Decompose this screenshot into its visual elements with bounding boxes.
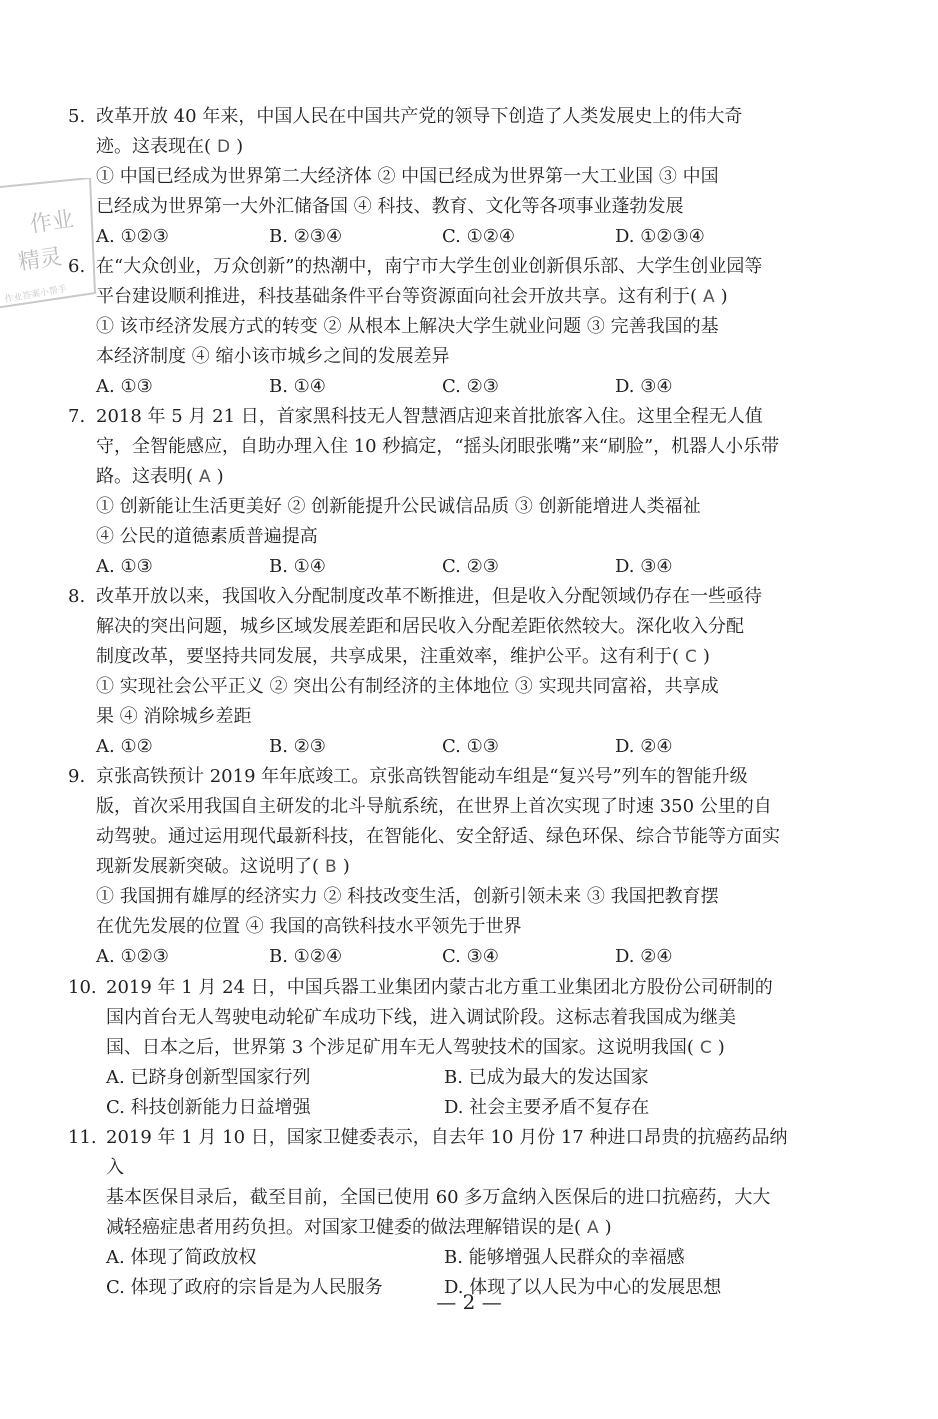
statement-line: ① 中国已经成为世界第二大经济体 ② 中国已经成为世界第一大工业国 ③ 中国 xyxy=(96,166,719,187)
stem-line: 在“大众创业，万众创新”的热潮中，南宁市大学生创业创新俱乐部、大学生创业园等 xyxy=(96,256,763,277)
option-d: D. ①②③④ xyxy=(615,226,705,247)
option-d: D. 社会主要矛盾不复存在 xyxy=(444,1097,650,1118)
stem-line: 京张高铁预计 2019 年年底竣工。京张高铁智能动车组是“复兴号”列车的智能升级 xyxy=(96,766,748,787)
option-d: D. 体现了以人民为中心的发展思想 xyxy=(444,1277,722,1298)
stem-line: 2019 年 1 月 10 日，国家卫健委表示，自去年 10 月份 17 种进口昂贵的抗癌药品纳入 xyxy=(106,1127,788,1178)
question-number: 6. xyxy=(68,256,86,277)
answer-mark: C xyxy=(699,1038,712,1058)
page-number: — 2 — xyxy=(436,1290,502,1314)
option-b: B. ②③ xyxy=(269,736,326,757)
option-a: A. ①②③ xyxy=(96,226,169,247)
bracket-close: ) xyxy=(216,466,224,487)
stem-line: 迹。这表现在( xyxy=(96,136,212,157)
option-b: B. ①④ xyxy=(269,556,326,577)
option-d: D. ③④ xyxy=(615,556,673,577)
option-c: C. 体现了政府的宗旨是为人民服务 xyxy=(106,1277,383,1298)
option-c: C. ①③ xyxy=(442,736,499,757)
options-row xyxy=(68,372,803,402)
question-10 xyxy=(68,973,803,1123)
question-number: 8. xyxy=(68,586,86,607)
option-d: D. ②④ xyxy=(615,946,673,967)
answer-mark: C xyxy=(685,647,697,667)
answer-mark: A xyxy=(703,287,715,307)
options-row xyxy=(68,942,803,972)
question-8 xyxy=(68,582,803,762)
stem-line: 现新发展新突破。这说明了( xyxy=(96,856,320,877)
statement-line: 果 ④ 消除城乡差距 xyxy=(96,706,252,727)
option-b: B. 能够增强人民群众的幸福感 xyxy=(444,1247,685,1268)
bracket-close: ) xyxy=(604,1217,612,1238)
option-b: B. 已成为最大的发达国家 xyxy=(444,1067,649,1088)
question-number: 5. xyxy=(68,106,86,127)
bracket-close: ) xyxy=(717,1037,725,1058)
options-row xyxy=(68,732,803,762)
stem-line: 改革开放以来，我国收入分配制度改革不断推进，但是收入分配领域仍存在一些亟待 xyxy=(96,586,762,607)
option-b: B. ①②④ xyxy=(269,946,343,967)
statement-line: ④ 公民的道德素质普遍提高 xyxy=(96,526,318,547)
stem-line: 版，首次采用我国自主研发的北斗导航系统，在世界上首次实现了时速 350 公里的自 xyxy=(96,796,772,817)
answer-mark: A xyxy=(199,467,211,487)
stem-line: 基本医保目录后，截至目前，全国已使用 60 多万盒纳入医保后的进口抗癌药，大大 xyxy=(106,1187,771,1208)
option-c: C. 科技创新能力日益增强 xyxy=(106,1097,311,1118)
stem-line: 路。这表明( xyxy=(96,466,194,487)
stamp-ring-text: 作业答案小帮手 xyxy=(3,284,68,306)
stem-line: 解决的突出问题，城乡区域发展差距和居民收入分配差距依然较大。深化收入分配 xyxy=(96,616,744,637)
question-6 xyxy=(68,252,803,402)
bracket-close: ) xyxy=(720,286,728,307)
option-a: A. ①③ xyxy=(96,556,153,577)
stem-line: 2018 年 5 月 21 日，首家黑科技无人智慧酒店迎来首批旅客入住。这里全程无人值 xyxy=(96,406,763,427)
option-a: A. 已跻身创新型国家行列 xyxy=(106,1067,311,1088)
options-row xyxy=(68,552,803,582)
option-c: C. ②③ xyxy=(442,556,499,577)
statement-line: 在优先发展的位置 ④ 我国的高铁科技水平领先于世界 xyxy=(96,916,522,937)
statement-line: ① 实现社会公平正义 ② 突出公有制经济的主体地位 ③ 实现共同富裕，共享成 xyxy=(96,676,719,697)
stem-line: 制度改革，要坚持共同发展，共享成果，注重效率，维护公平。这有利于( xyxy=(96,646,680,667)
question-9 xyxy=(68,762,803,972)
option-c: C. ②③ xyxy=(442,376,499,397)
stem-line: 改革开放 40 年来，中国人民在中国共产党的领导下创造了人类发展史上的伟大奇 xyxy=(96,106,743,127)
stem-line: 国、日本之后，世界第 3 个涉足矿用车无人驾驶技术的国家。这说明我国( xyxy=(106,1037,694,1058)
answer-mark: D xyxy=(217,137,231,157)
statement-line: ① 创新能让生活更美好 ② 创新能提升公民诚信品质 ③ 创新能增进人类福祉 xyxy=(96,496,701,517)
question-11 xyxy=(68,1123,803,1303)
answer-mark: A xyxy=(587,1218,599,1238)
option-a: A. ①③ xyxy=(96,376,153,397)
question-5 xyxy=(68,102,803,252)
stem-line: 守，全智能感应，自助办理入住 10 秒搞定，“摇头闭眼张嘴”来“刷脸”，机器人小乐带 xyxy=(96,436,780,457)
option-b: B. ①④ xyxy=(269,376,326,397)
question-number: 7. xyxy=(68,406,86,427)
stem-line: 动驾驶。通过运用现代最新科技，在智能化、安全舒适、绿色环保、综合节能等方面实 xyxy=(96,826,780,847)
question-number: 9. xyxy=(68,766,86,787)
option-d: D. ②④ xyxy=(615,736,673,757)
stem-line: 减轻癌症患者用药负担。对国家卫健委的做法理解错误的是( xyxy=(106,1217,582,1238)
question-number: 11. xyxy=(68,1127,97,1148)
statement-line: 已经成为世界第一大外汇储备国 ④ 科技、教育、文化等各项事业蓬勃发展 xyxy=(96,196,684,217)
answer-mark: B xyxy=(325,857,337,877)
option-a: A. 体现了简政放权 xyxy=(106,1247,257,1268)
stamp-line2: 精灵 xyxy=(16,244,64,276)
option-d: D. ③④ xyxy=(615,376,673,397)
stem-line: 国内首台无人驾驶电动轮矿车成功下线，进入调试阶段。这标志着我国成为继美 xyxy=(106,1007,736,1028)
question-7 xyxy=(68,402,803,582)
question-number: 10. xyxy=(68,977,97,998)
options-grid xyxy=(68,1063,803,1123)
bracket-close: ) xyxy=(236,136,244,157)
stem-line: 平台建设顺利推进，科技基础条件平台等资源面向社会开放共享。这有利于( xyxy=(96,286,698,307)
options-row xyxy=(68,222,803,252)
bracket-close: ) xyxy=(702,646,710,667)
option-a: A. ①② xyxy=(96,736,153,757)
option-a: A. ①②③ xyxy=(96,946,169,967)
option-c: C. ③④ xyxy=(442,946,499,967)
statement-line: 本经济制度 ④ 缩小该市城乡之间的发展差异 xyxy=(96,346,450,367)
statement-line: ① 我国拥有雄厚的经济实力 ② 科技改变生活，创新引领未来 ③ 我国把教育摆 xyxy=(96,886,719,907)
option-b: B. ②③④ xyxy=(269,226,343,247)
stamp-line1: 作业 xyxy=(28,207,76,238)
option-c: C. ①②④ xyxy=(442,226,515,247)
stem-line: 2019 年 1 月 24 日，中国兵器工业集团内蒙古北方重工业集团北方股份公司研制的 xyxy=(106,977,773,998)
statement-line: ① 该市经济发展方式的转变 ② 从根本上解决大学生就业问题 ③ 完善我国的基 xyxy=(96,316,719,337)
bracket-close: ) xyxy=(342,856,350,877)
